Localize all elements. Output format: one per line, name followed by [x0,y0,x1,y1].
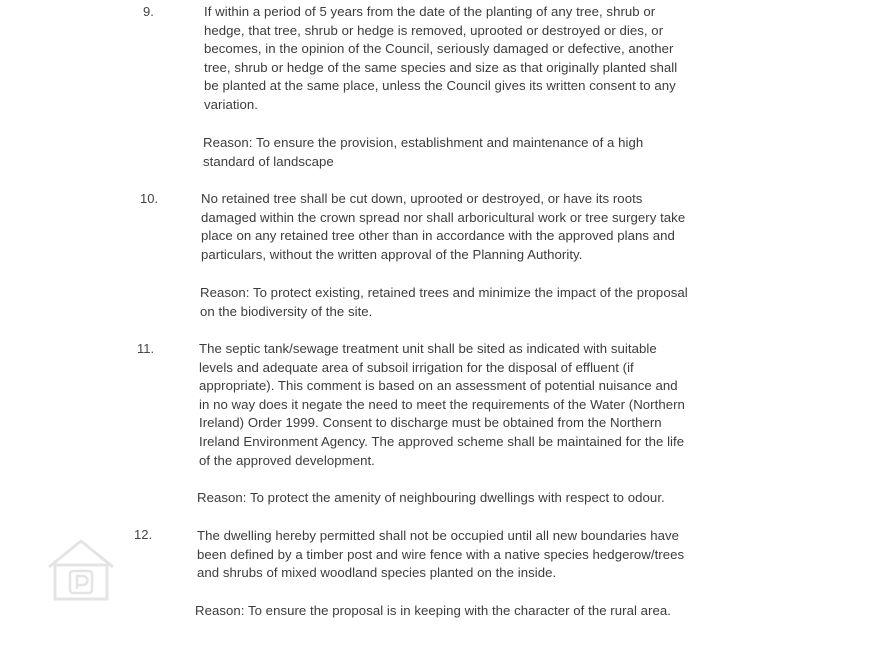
reason-line: Reason: To protect existing, retained trees and minimize the impact of the proposal [200,285,688,300]
condition-12-text [197,527,684,583]
condition-9-number: 9. [143,4,154,19]
text-line: levels and adequate area of subsoil irrigation for the disposal of effluent (if [199,359,634,375]
reason-line: Reason: To protect the amenity of neighbouring dwellings with respect to odour. [197,490,665,505]
condition-11-number: 11. [137,341,155,356]
condition-10-number: 10. [140,191,159,206]
text-line: Ireland) Order 1999. Consent to discharge must be obtained from the Northern [199,415,662,431]
text-line: appropriate). This comment is based on an assessment of potential nuisance and [199,378,678,394]
condition-11-text [199,340,685,470]
text-line: hedge, that tree, shrub or hedge is removed, uprooted or destroyed or dies, or [204,22,664,38]
text-line: place on any retained tree other than in accordance with the approved plans and [201,228,675,244]
text-line: particulars, without the written approval of the Planning Authority. [201,246,583,262]
condition-11-reason [197,489,665,508]
text-line: tree, shrub or hedge of the same species and size as that originally planted shall [204,59,678,75]
text-line: Ireland Environment Agency. The approved scheme shall be maintained for the life [199,433,685,449]
condition-9-reason [203,134,643,171]
condition-10-text [201,190,685,264]
text-line: If within a period of 5 years from the date of the planting of any tree, shrub or [204,4,656,19]
reason-line: on the biodiversity of the site. [200,303,373,319]
text-line: of the approved development. [199,452,375,468]
text-line: variation. [204,96,259,112]
condition-9-text [204,3,677,115]
text-line: No retained tree shall be cut down, uprooted or destroyed, or have its roots [201,191,643,206]
reason-line: standard of landscape [203,153,334,169]
text-line: be planted at the same place, unless the Council gives its written consent to any [204,78,676,94]
text-line: in no way does it negate the need to meet the requirements of the Water (Northern [199,396,685,412]
text-line: and shrubs of mixed woodland species planted on the inside. [197,565,557,581]
text-line: The septic tank/sewage treatment unit shall be sited as indicated with suitable [199,341,657,356]
condition-10-reason [200,284,688,321]
text-line: The dwelling hereby permitted shall not be occupied until all new boundaries have [197,528,680,543]
reason-line: Reason: To ensure the proposal is in keeping with the character of the rural area. [195,603,671,618]
condition-12-number: 12. [134,527,153,542]
text-line: becomes, in the opinion of the Council, seriously damaged or defective, another [204,41,674,57]
condition-12-reason [195,602,671,621]
text-line: damaged within the crown spread nor shall arboricultural work or tree surgery take [201,209,686,225]
reason-line: Reason: To ensure the provision, establishment and maintenance of a high [203,135,644,150]
text-line: been defined by a timber post and wire fence with a native species hedgerow/trees [197,546,685,562]
house-watermark-icon [43,535,119,603]
